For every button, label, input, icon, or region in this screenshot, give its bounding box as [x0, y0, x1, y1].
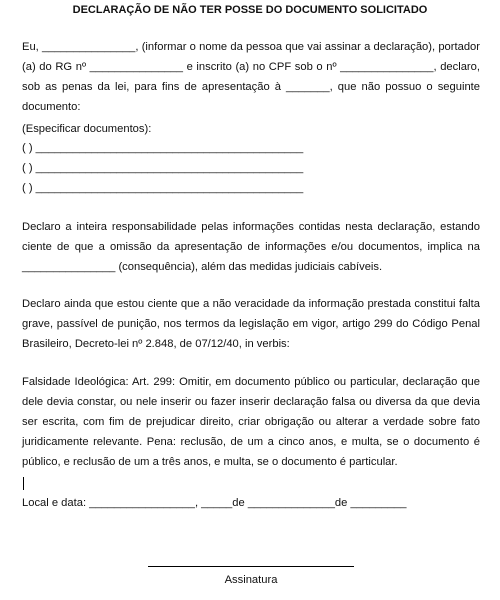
- responsibility-paragraph: Declaro a inteira responsabilidade pelas informações contidas nesta declaração, estando ciente de que a omissão da apresentação de informações e/ou documentos, implica na _______________ (consequência), além das medidas judiciais cabíveis.: [22, 221, 480, 273]
- law-text-paragraph: Falsidade Ideológica: Art. 299: Omitir, em documento público ou particular, declaração que dele devia constar, ou nele inserir ou fazer inserir declaração falsa ou diversa da que devia ser escrita, com fim de prejudicar direito, criar obrigação ou alterar a verdade sobre fato juridicamente relevante. Pena: reclusão, de um a cinco anos, e multa, se o documento é público, e reclusão de um a três anos, e multa, se o documento é particular.: [22, 376, 480, 468]
- document-item: ( ) ___________________________________________: [22, 142, 304, 154]
- document-item: ( ) ___________________________________________: [22, 162, 304, 174]
- document-title: DECLARAÇÃO DE NÃO TER POSSE DO DOCUMENTO SOLICITADO: [72, 4, 428, 16]
- text-cursor: [23, 477, 24, 490]
- awareness-paragraph: Declaro ainda que estou ciente que a não veracidade da informação prestada constitui falta grave, passível de punição, nos termos da legislação em vigor, artigo 299 do Código Penal Brasileiro, Decreto-lei nº 2.848, de 07/12/40, in verbis:: [22, 298, 480, 350]
- place-date-line: Local e data: _________________, _____de ______________de _________: [22, 497, 407, 509]
- signature-line: [148, 566, 354, 567]
- specify-documents-label: (Especificar documentos):: [22, 123, 152, 135]
- intro-paragraph: Eu, _______________, (informar o nome da pessoa que vai assinar a declaração), portador (a) do RG nº _______________ e inscrito (a) no CPF sob o nº _______________, declaro, sob as penas da lei, para fins de apresentação à _______, que não possuo o seguinte documento:: [22, 41, 480, 113]
- document-item: ( ) ___________________________________________: [22, 182, 304, 194]
- signature-label: Assinatura: [224, 574, 278, 586]
